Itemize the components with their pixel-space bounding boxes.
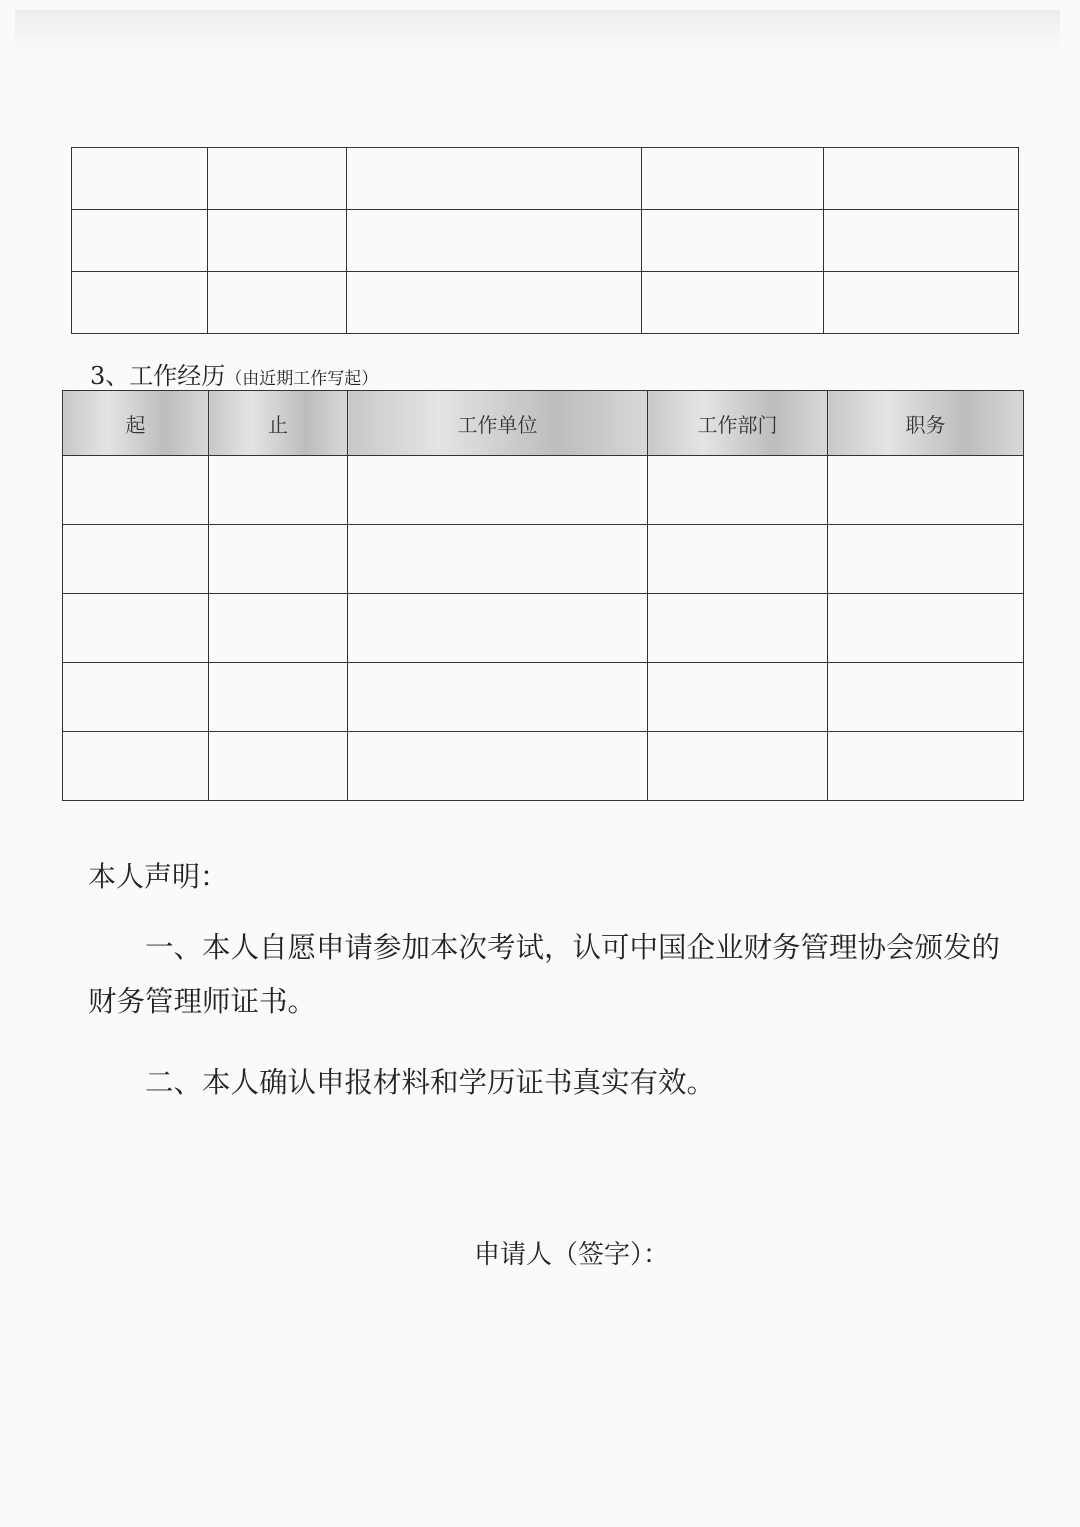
table-row bbox=[63, 732, 1024, 801]
header-employer: 工作单位 bbox=[348, 391, 648, 456]
table-cell[interactable] bbox=[828, 594, 1024, 663]
table-cell[interactable] bbox=[642, 210, 824, 272]
table-cell[interactable] bbox=[824, 148, 1019, 210]
table-cell[interactable] bbox=[828, 663, 1024, 732]
table-cell[interactable] bbox=[648, 456, 828, 525]
work-history-heading bbox=[90, 356, 378, 391]
table-cell[interactable] bbox=[63, 456, 209, 525]
table-cell[interactable] bbox=[824, 210, 1019, 272]
declaration-item-2: 二、本人确认申报材料和学历证书真实有效。 bbox=[145, 1066, 716, 1099]
table-cell[interactable] bbox=[63, 594, 209, 663]
declaration-title: 本人声明： bbox=[88, 860, 229, 893]
table-cell[interactable] bbox=[209, 456, 348, 525]
table-cell[interactable] bbox=[209, 525, 348, 594]
table-row bbox=[63, 594, 1024, 663]
table-cell[interactable] bbox=[348, 663, 648, 732]
scan-shadow bbox=[15, 10, 1060, 50]
work-history-table bbox=[62, 390, 1024, 801]
signature-label: 申请人（签字）： bbox=[474, 1240, 670, 1270]
table-cell[interactable] bbox=[347, 148, 642, 210]
header-position: 职务 bbox=[828, 391, 1024, 456]
table-row bbox=[72, 272, 1019, 334]
table-row bbox=[72, 148, 1019, 210]
table-cell[interactable] bbox=[209, 663, 348, 732]
header-start: 起 bbox=[63, 391, 209, 456]
table-cell[interactable] bbox=[642, 148, 824, 210]
table-cell[interactable] bbox=[348, 732, 648, 801]
table-cell[interactable] bbox=[347, 210, 642, 272]
table-cell[interactable] bbox=[72, 210, 208, 272]
table-cell[interactable] bbox=[828, 732, 1024, 801]
table-row bbox=[72, 210, 1019, 272]
table-cell[interactable] bbox=[209, 594, 348, 663]
table-cell[interactable] bbox=[348, 525, 648, 594]
table-cell[interactable] bbox=[72, 272, 208, 334]
table-row bbox=[63, 663, 1024, 732]
table-row bbox=[63, 525, 1024, 594]
table-cell[interactable] bbox=[208, 210, 347, 272]
education-table-continued bbox=[71, 147, 1019, 334]
header-department: 工作部门 bbox=[648, 391, 828, 456]
table-cell[interactable] bbox=[648, 594, 828, 663]
table-row bbox=[63, 456, 1024, 525]
table-cell[interactable] bbox=[72, 148, 208, 210]
table-cell[interactable] bbox=[208, 272, 347, 334]
section-title: 3、工作经历 bbox=[90, 362, 226, 390]
table-cell[interactable] bbox=[63, 525, 209, 594]
table-cell[interactable] bbox=[828, 525, 1024, 594]
table-cell[interactable] bbox=[824, 272, 1019, 334]
table-cell[interactable] bbox=[209, 732, 348, 801]
table-cell[interactable] bbox=[208, 148, 347, 210]
header-end: 止 bbox=[209, 391, 348, 456]
table-cell[interactable] bbox=[648, 663, 828, 732]
table-cell[interactable] bbox=[642, 272, 824, 334]
table-cell[interactable] bbox=[348, 456, 648, 525]
table-cell[interactable] bbox=[648, 525, 828, 594]
table-cell[interactable] bbox=[348, 594, 648, 663]
table-cell[interactable] bbox=[828, 456, 1024, 525]
section-note: （由近期工作写起） bbox=[225, 369, 379, 389]
table-cell[interactable] bbox=[63, 663, 209, 732]
table-cell[interactable] bbox=[648, 732, 828, 801]
table-cell[interactable] bbox=[347, 272, 642, 334]
declaration-item-1: 一、本人自愿申请参加本次考试，认可中国企业财务管理协会颁发的财务管理师证书。 bbox=[88, 931, 1001, 1018]
table-cell[interactable] bbox=[63, 732, 209, 801]
